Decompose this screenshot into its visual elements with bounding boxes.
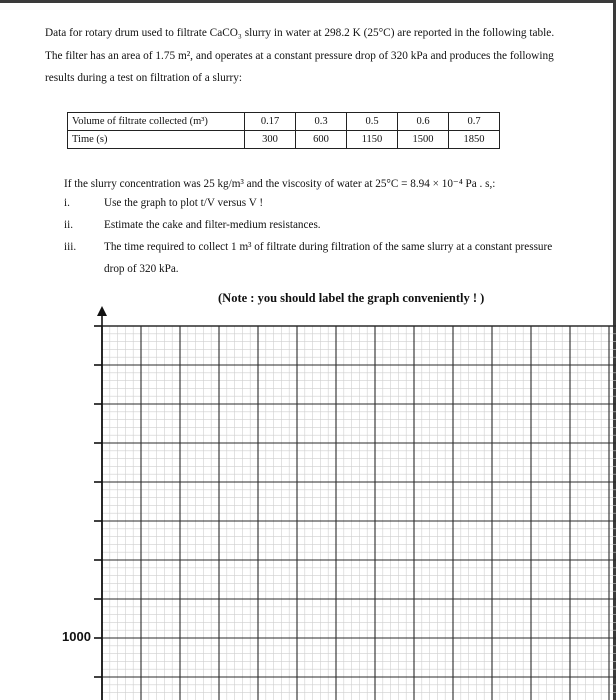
graph-grid (50, 300, 616, 700)
problem-intro (45, 22, 593, 90)
item-number: i. (64, 197, 70, 209)
graph-paper (50, 300, 616, 700)
table-row-volume (68, 113, 500, 131)
item-text: The time required to collect 1 m³ of filtrate during filtration of the same slurry at a constant pressure (104, 241, 553, 253)
table-row-time (68, 131, 500, 149)
intro-line-2: The filter has an area of 1.75 m², and operates at a constant pressure drop of 320 kPa and produces the following (45, 49, 554, 62)
graph-note: (Note : you should label the graph conveniently ! ) (218, 291, 485, 305)
filtration-data-table (67, 112, 500, 149)
intro-line-3: results during a test on filtration of a slurry: (45, 72, 243, 84)
table-cell: 0.17 (245, 113, 296, 131)
item-text: Use the graph to plot t/V versus V ! (104, 197, 264, 209)
item-text: Estimate the cake and filter-medium resistances. (104, 219, 321, 231)
table-cell: 0.3 (296, 113, 347, 131)
item-text: drop of 320 kPa. (104, 263, 179, 275)
table-cell: 0.7 (449, 113, 500, 131)
table-cell: 1500 (398, 131, 449, 149)
table-cell: 1850 (449, 131, 500, 149)
table-cell: 300 (245, 131, 296, 149)
item-number: ii. (64, 219, 74, 231)
table-row-label: Time (s) (68, 131, 245, 149)
item-number: iii. (64, 241, 77, 253)
page-border-top (0, 0, 616, 3)
y-axis-label-1000: 1000 (62, 629, 91, 644)
y-axis-arrow-icon (97, 306, 107, 316)
table-cell: 0.6 (398, 113, 449, 131)
table-row-label: Volume of filtrate collected (m³) (68, 113, 245, 131)
question-lead: If the slurry concentration was 25 kg/m³ and the viscosity of water at 25°C = 8.94 × 10⁻⁴ Pa . s,: (64, 178, 496, 190)
intro-line-1: Data for rotary drum used to filtrate CaCO₃ slurry in water at 298.2 K (25°C) are reported in the following table. (45, 27, 555, 39)
table-cell: 0.5 (347, 113, 398, 131)
table-cell: 600 (296, 131, 347, 149)
table-cell: 1150 (347, 131, 398, 149)
